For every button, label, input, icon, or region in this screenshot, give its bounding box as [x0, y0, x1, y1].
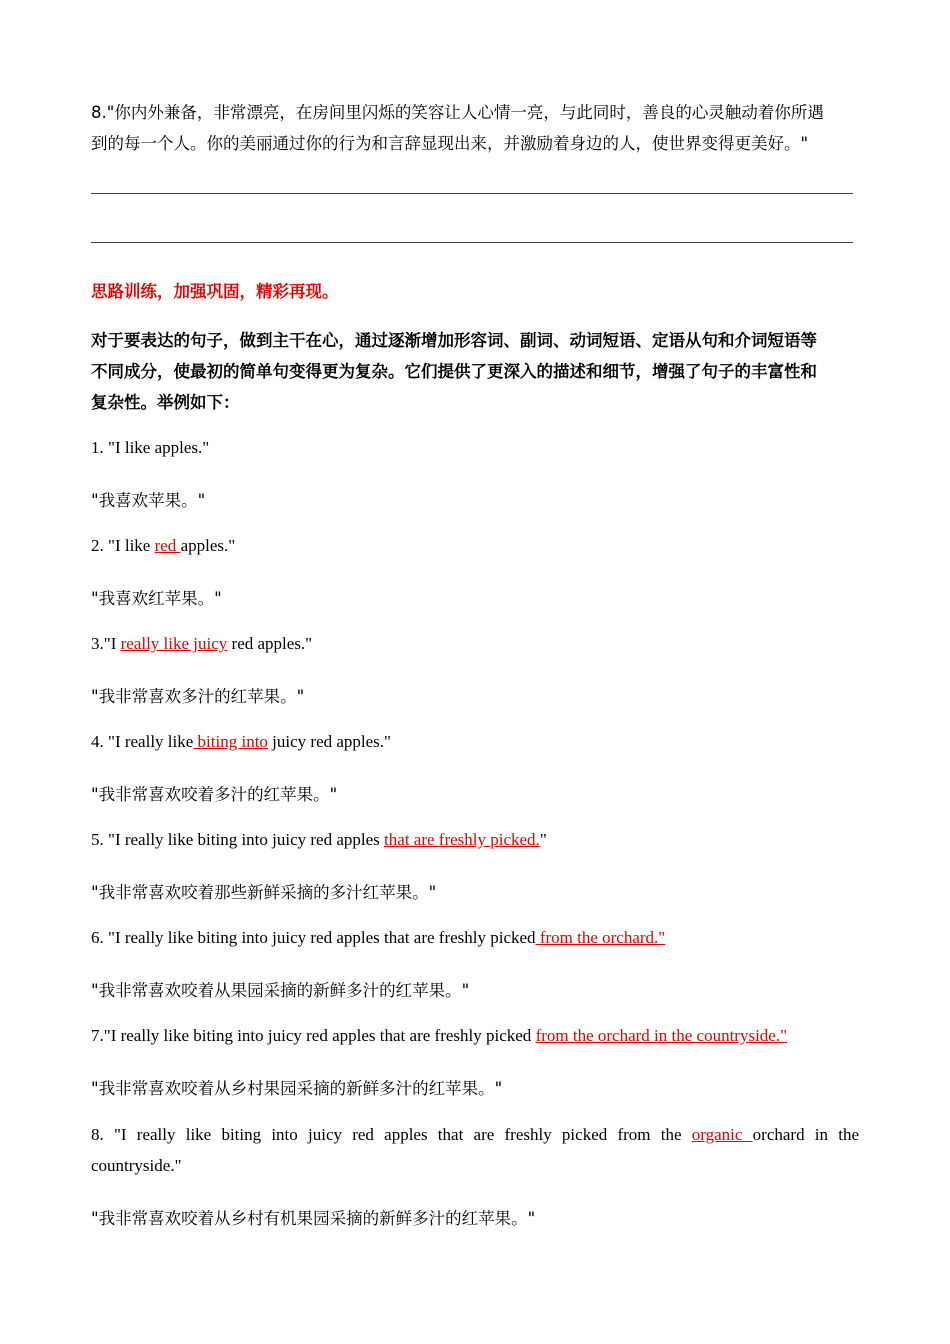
example-5-en: 5. "I really like biting into juicy red apples that are freshly picked." [91, 830, 547, 849]
example-3-cn: "我非常喜欢多汁的红苹果。" [91, 687, 305, 706]
example-4-cn: "我非常喜欢咬着多汁的红苹果。" [91, 785, 338, 804]
intro-line-1: 对于要表达的句子，做到主干在心，通过逐渐增加形容词、副词、动词短语、定语从句和介词短语等 [91, 331, 817, 350]
item8-line1: 8."你内外兼备，非常漂亮，在房间里闪烁的笑容让人心情一亮，与此同时，善良的心灵触动着你所遇 [91, 103, 824, 122]
example-8-cn: "我非常喜欢咬着从乡村有机果园采摘的新鲜多汁的红苹果。" [91, 1209, 536, 1228]
example-6-cn: "我非常喜欢咬着从果园采摘的新鲜多汁的红苹果。" [91, 981, 470, 1000]
example-3-highlight: really like juicy [120, 634, 228, 653]
example-7-en: 7."I really like biting into juicy red apples that are freshly picked from the orchard in the countryside." [91, 1026, 788, 1045]
example-2-highlight: red [154, 536, 181, 555]
example-8-highlight: organic [691, 1125, 753, 1144]
example-3-en: 3."I really like juicy red apples." [91, 634, 313, 653]
example-4-highlight: biting into [193, 732, 268, 751]
item8-line2: 到的每一个人。你的美丽通过你的行为和言辞显现出来，并激励着身边的人，使世界变得更美好。" [91, 134, 809, 153]
example-5-cn: "我非常喜欢咬着那些新鲜采摘的多汁红苹果。" [91, 883, 437, 902]
example-5-highlight: that are freshly picked. [384, 830, 540, 849]
example-2-cn: "我喜欢红苹果。" [91, 589, 222, 608]
example-1-en: 1. "I like apples." [91, 438, 210, 457]
section-heading: 思路训练，加强巩固，精彩再现。 [91, 282, 339, 301]
intro-line-3: 复杂性。举例如下： [91, 393, 240, 412]
answer-line-1 [91, 193, 853, 194]
example-7-highlight: from the orchard in the countryside." [535, 1026, 788, 1045]
example-2-en: 2. "I like red apples." [91, 536, 236, 555]
example-4-en: 4. "I really like biting into juicy red apples." [91, 732, 391, 751]
example-1-cn: "我喜欢苹果。" [91, 491, 206, 510]
answer-line-2 [91, 242, 853, 243]
example-6-en: 6. "I really like biting into juicy red apples that are freshly picked from the orchard." [91, 928, 666, 947]
intro-line-2: 不同成分，使最初的简单句变得更为复杂。它们提供了更深入的描述和细节，增强了句子的丰富性和 [91, 362, 817, 381]
example-7-cn: "我非常喜欢咬着从乡村果园采摘的新鲜多汁的红苹果。" [91, 1079, 503, 1098]
example-8-en-line1: 8. "I really like biting into juicy red apples that are freshly picked from the organic orchard in the [91, 1125, 860, 1144]
example-8-en-line2: countryside." [91, 1156, 182, 1175]
example-6-highlight: from the orchard." [535, 928, 666, 947]
